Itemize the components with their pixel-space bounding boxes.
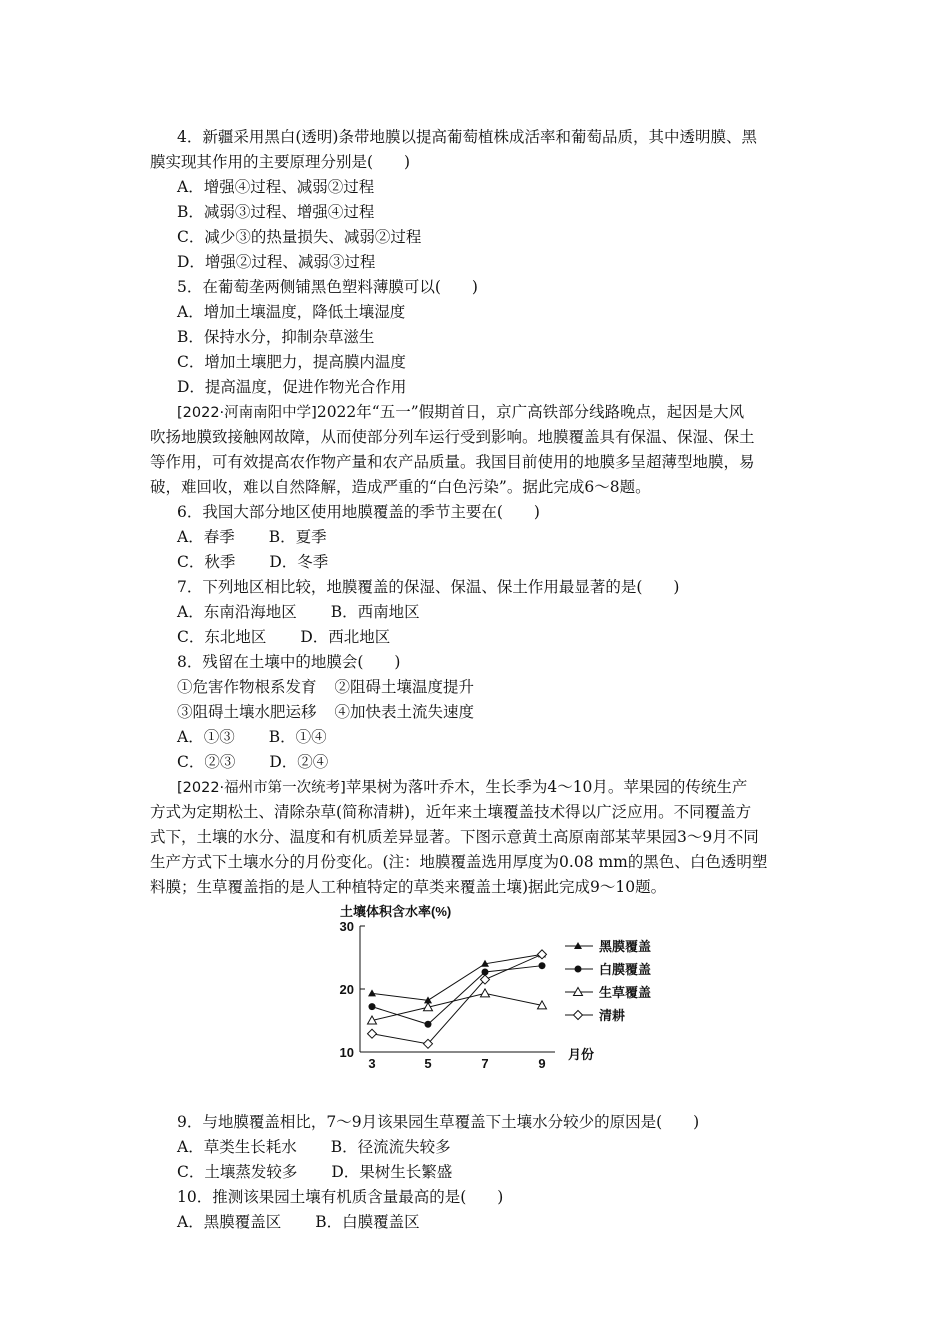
- q4-stem-line2: 膜实现其作用的主要原理分别是( ): [150, 153, 411, 171]
- passage2-line1: [150, 775, 810, 800]
- passage2-text1: 苹果树为落叶乔木，生长季为4～10月。苹果园的传统生产: [345, 778, 748, 796]
- legend-marker: [574, 1011, 583, 1020]
- q4-option-b[interactable]: B．减弱③过程、增强④过程: [177, 203, 375, 221]
- q6-option-b[interactable]: B．夏季: [268, 528, 327, 546]
- q8-statement-1: ①危害作物根系发育: [177, 678, 317, 696]
- q5-option-b[interactable]: B．保持水分，抑制杂草滋生: [177, 328, 375, 346]
- q8-option-a[interactable]: A．①③: [177, 728, 235, 746]
- q7-option-d[interactable]: D．西北地区: [300, 628, 391, 646]
- data-point-s3-3: [538, 950, 547, 959]
- y-tick-label: 20: [339, 982, 354, 997]
- legend-label: 生草覆盖: [599, 985, 652, 1000]
- x-tick-label: 5: [424, 1056, 432, 1071]
- passage2-source: [2022·福州市第一次统考]: [177, 780, 346, 796]
- data-point-s1-1: [425, 1021, 432, 1028]
- q4-option-a[interactable]: A．增强④过程、减弱②过程: [177, 178, 375, 196]
- q6-option-d[interactable]: D．冬季: [269, 553, 329, 571]
- soil-moisture-chart: [150, 900, 810, 1110]
- q8-stem: 8．残留在土壤中的地膜会( ): [177, 653, 401, 671]
- q8-statements-34: [150, 700, 810, 725]
- passage1-source: [2022·河南南阳中学]: [177, 405, 317, 421]
- legend-marker: [575, 966, 582, 973]
- data-point-s3-0: [368, 1029, 377, 1038]
- x-axis-label: 月份: [568, 1047, 595, 1062]
- x-tick-label: 9: [538, 1056, 546, 1071]
- q9-options-cd: [150, 1160, 810, 1185]
- q6-options-ab: [150, 525, 810, 550]
- legend-label: 白膜覆盖: [599, 962, 652, 977]
- q4-stem-line1: 4．新疆采用黑白(透明)条带地膜以提高葡萄植株成活率和葡萄品质，其中透明膜、黑: [177, 128, 757, 146]
- passage2-line5: 料膜；生草覆盖指的是人工种植特定的草类来覆盖土壤)据此完成9～10题。: [150, 878, 667, 896]
- q8-statement-2: ②阻碍土壤温度提升: [334, 678, 475, 696]
- q9-stem: 9．与地膜覆盖相比，7～9月该果园生草覆盖下土壤水分较少的原因是( ): [177, 1113, 700, 1131]
- q7-option-c[interactable]: C．东北地区: [177, 628, 267, 646]
- q5-option-c[interactable]: C．增加土壤肥力，提高膜内温度: [177, 353, 406, 371]
- q9-option-b[interactable]: B．径流流失较多: [330, 1138, 451, 1156]
- q5-option-a[interactable]: A．增加土壤温度，降低土壤湿度: [177, 303, 406, 321]
- x-tick-label: 3: [368, 1056, 376, 1071]
- passage1-line2: 吹扬地膜致接触网故障，从而使部分列车运行受到影响。地膜覆盖具有保温、保湿、保土: [150, 428, 755, 446]
- x-tick-label: 7: [481, 1056, 489, 1071]
- q9-option-a[interactable]: A．草类生长耗水: [177, 1138, 297, 1156]
- data-point-s0-0: [368, 989, 376, 996]
- q8-statements-12: [150, 675, 810, 700]
- q5-option-d[interactable]: D．提高温度，促进作物光合作用: [177, 378, 407, 396]
- q8-option-c[interactable]: C．②③: [177, 753, 236, 771]
- chart-title: 土壤体积含水率(%): [340, 904, 452, 919]
- q7-options-ab: [150, 600, 810, 625]
- q8-statement-4: ④加快表土流失速度: [334, 703, 475, 721]
- q10-options-ab: [150, 1210, 810, 1235]
- document-body: [150, 125, 810, 1235]
- q6-option-c[interactable]: C．秋季: [177, 553, 236, 571]
- q9-options-ab: [150, 1135, 810, 1160]
- q9-option-d[interactable]: D．果树生长繁盛: [331, 1163, 453, 1181]
- q7-option-a[interactable]: A．东南沿海地区: [177, 603, 297, 621]
- data-point-s2-2: [481, 989, 490, 997]
- q4-option-d[interactable]: D．增强②过程、减弱③过程: [177, 253, 376, 271]
- passage2-line2: 方式为定期松土、清除杂草(简称清耕)，近年来土壤覆盖技术得以广泛应用。不同覆盖方: [150, 803, 752, 821]
- q8-option-d[interactable]: D．②④: [269, 753, 329, 771]
- passage1-line3: 等作用，可有效提高农作物产量和农产品质量。我国目前使用的地膜多呈超薄型地膜，易: [150, 453, 755, 471]
- q6-options-cd: [150, 550, 810, 575]
- data-point-s1-3: [539, 962, 546, 969]
- q4-option-c[interactable]: C．减少③的热量损失、减弱②过程: [177, 228, 422, 246]
- q5-stem: 5．在葡萄垄两侧铺黑色塑料薄膜可以( ): [177, 278, 478, 296]
- q6-option-a[interactable]: A．春季: [177, 528, 235, 546]
- q10-stem: 10．推测该果园土壤有机质含量最高的是( ): [177, 1188, 504, 1206]
- q8-options-cd: [150, 750, 810, 775]
- q9-option-c[interactable]: C．土壤蒸发较多: [177, 1163, 298, 1181]
- y-tick-label: 30: [339, 919, 354, 934]
- passage1-line4: 破，难回收，难以自然降解，造成严重的“白色污染”。据此完成6～8题。: [150, 478, 651, 496]
- series-line-0: [372, 954, 542, 1000]
- passage1-text1: 2022年“五一”假期首日，京广高铁部分线路晚点，起因是大风: [316, 403, 745, 421]
- passage1-line1: [150, 400, 810, 425]
- q7-option-b[interactable]: B．西南地区: [330, 603, 420, 621]
- q8-options-ab: [150, 725, 810, 750]
- legend-label: 黑膜覆盖: [599, 939, 652, 954]
- q7-options-cd: [150, 625, 810, 650]
- q8-option-b[interactable]: B．①④: [268, 728, 327, 746]
- q6-stem: 6．我国大部分地区使用地膜覆盖的季节主要在( ): [177, 503, 540, 521]
- y-tick-label: 10: [339, 1045, 354, 1060]
- q7-stem: 7．下列地区相比较，地膜覆盖的保湿、保温、保土作用最显著的是( ): [177, 578, 680, 596]
- q8-statement-3: ③阻碍土壤水肥运移: [177, 703, 317, 721]
- passage2-line4: 生产方式下土壤水分的月份变化。(注：地膜覆盖选用厚度为0.08 mm的黑色、白色透明塑: [150, 853, 768, 871]
- data-point-s1-0: [369, 1003, 376, 1010]
- chart-svg: [150, 900, 810, 1110]
- q10-option-a[interactable]: A．黑膜覆盖区: [177, 1213, 282, 1231]
- series-line-3: [372, 954, 542, 1043]
- legend-label: 清耕: [599, 1008, 626, 1023]
- series-line-1: [372, 966, 542, 1025]
- q10-option-b[interactable]: B．白膜覆盖区: [315, 1213, 420, 1231]
- passage2-line3: 式下，土壤的水分、温度和有机质差异显著。下图示意黄土高原南部某苹果园3～9月不同: [150, 828, 759, 846]
